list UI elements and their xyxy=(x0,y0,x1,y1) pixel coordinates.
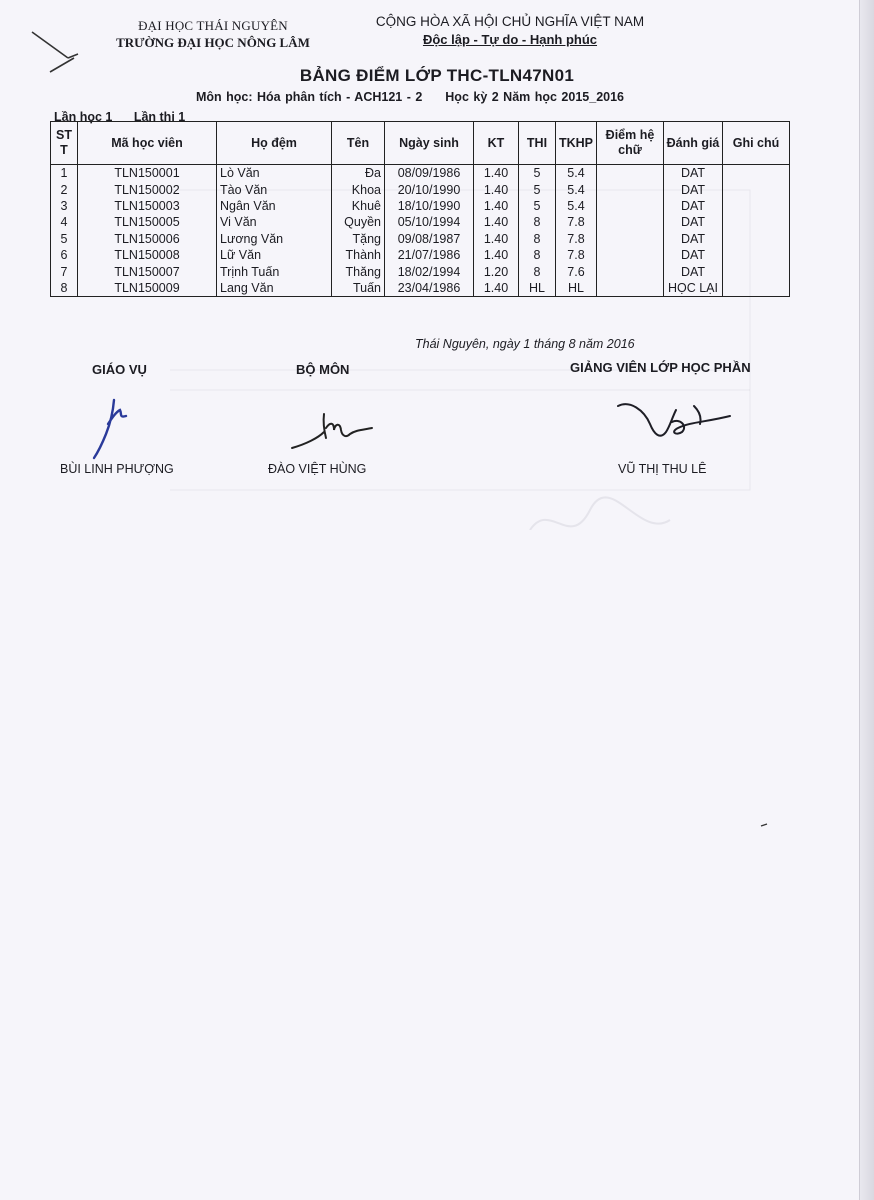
cell-last-name: Lương Văn xyxy=(217,231,332,247)
col-last-name: Họ đệm xyxy=(217,122,332,165)
cell-assessment: DAT xyxy=(664,247,723,263)
cell-thi: HL xyxy=(519,280,556,297)
cell-stt: 1 xyxy=(51,165,78,182)
cell-dob: 08/09/1986 xyxy=(385,165,474,182)
cell-first-name: Khoa xyxy=(332,181,385,197)
cell-last-name: Tào Văn xyxy=(217,181,332,197)
cell-dob: 18/02/1994 xyxy=(385,263,474,279)
cell-thi: 5 xyxy=(519,181,556,197)
cell-dob: 18/10/1990 xyxy=(385,198,474,214)
cell-student-id: TLN150007 xyxy=(78,263,217,279)
cell-kt: 1.40 xyxy=(474,231,519,247)
cell-note xyxy=(723,280,790,297)
table-row xyxy=(51,247,790,263)
signature-giang-vien-icon xyxy=(610,392,740,452)
cell-kt: 1.40 xyxy=(474,280,519,297)
cell-student-id: TLN150002 xyxy=(78,181,217,197)
term-info: Học kỳ 2 Năm học 2015_2016 xyxy=(445,90,624,104)
cell-dob: 21/07/1986 xyxy=(385,247,474,263)
pen-mark-icon xyxy=(760,820,770,830)
cell-thi: 8 xyxy=(519,247,556,263)
table-row xyxy=(51,181,790,197)
cell-stt: 3 xyxy=(51,198,78,214)
cell-note xyxy=(723,247,790,263)
table-row xyxy=(51,198,790,214)
cell-note xyxy=(723,181,790,197)
cell-student-id: TLN150006 xyxy=(78,231,217,247)
cell-last-name: Ngân Văn xyxy=(217,198,332,214)
cell-student-id: TLN150003 xyxy=(78,198,217,214)
cell-kt: 1.20 xyxy=(474,263,519,279)
cell-assessment: HỌC LẠI xyxy=(664,280,723,297)
cell-grade-word xyxy=(597,181,664,197)
role-lecturer: GIẢNG VIÊN LỚP HỌC PHẦN xyxy=(570,360,751,375)
national-header xyxy=(350,13,670,49)
cell-kt: 1.40 xyxy=(474,198,519,214)
cell-assessment: DAT xyxy=(664,214,723,230)
cell-stt: 8 xyxy=(51,280,78,297)
cell-dob: 09/08/1987 xyxy=(385,231,474,247)
signature-bo-mon-icon xyxy=(288,408,378,453)
cell-thi: 5 xyxy=(519,198,556,214)
cell-note xyxy=(723,263,790,279)
cell-assessment: DAT xyxy=(664,165,723,182)
cell-first-name: Khuê xyxy=(332,198,385,214)
cell-tkhp: 5.4 xyxy=(556,165,597,182)
grades-table-body xyxy=(51,165,790,297)
document-title: BẢNG ĐIỂM LỚP THC-TLN47N01 xyxy=(299,66,575,85)
cell-assessment: DAT xyxy=(664,231,723,247)
cell-thi: 8 xyxy=(519,214,556,230)
cell-assessment: DAT xyxy=(664,263,723,279)
table-row xyxy=(51,165,790,182)
cell-last-name: Lò Văn xyxy=(217,165,332,182)
cell-kt: 1.40 xyxy=(474,165,519,182)
cell-student-id: TLN150009 xyxy=(78,280,217,297)
signer-department: ĐÀO VIỆT HÙNG xyxy=(268,462,367,476)
cell-kt: 1.40 xyxy=(474,214,519,230)
cell-grade-word xyxy=(597,280,664,297)
cell-tkhp: HL xyxy=(556,280,597,297)
cell-dob: 20/10/1990 xyxy=(385,181,474,197)
cell-first-name: Thành xyxy=(332,247,385,263)
national-motto: Độc lập - Tự do - Hạnh phúc xyxy=(422,32,598,47)
cell-kt: 1.40 xyxy=(474,181,519,197)
col-grade-word: Điểm hệ chữ xyxy=(597,122,664,165)
table-row xyxy=(51,263,790,279)
cell-dob: 05/10/1994 xyxy=(385,214,474,230)
cell-thi: 8 xyxy=(519,231,556,247)
cell-assessment: DAT xyxy=(664,198,723,214)
signer-lecturer: VŨ THỊ THU LÊ xyxy=(618,462,707,476)
cell-note xyxy=(723,165,790,182)
cell-tkhp: 7.8 xyxy=(556,231,597,247)
cell-thi: 8 xyxy=(519,263,556,279)
page-edge xyxy=(859,0,874,1200)
cell-student-id: TLN150008 xyxy=(78,247,217,263)
signer-academic-affairs: BÙI LINH PHƯỢNG xyxy=(60,462,174,476)
cell-grade-word xyxy=(597,263,664,279)
cell-note xyxy=(723,231,790,247)
table-row xyxy=(51,214,790,230)
cell-last-name: Trịnh Tuấn xyxy=(217,263,332,279)
institution-header xyxy=(88,17,338,51)
cell-stt: 7 xyxy=(51,263,78,279)
role-department: BỘ MÔN xyxy=(296,362,350,377)
cell-first-name: Đa xyxy=(332,165,385,182)
cell-first-name: Tuấn xyxy=(332,280,385,297)
cell-first-name: Tặng xyxy=(332,231,385,247)
signature-giao-vu-icon xyxy=(86,394,136,464)
cell-last-name: Lữ Văn xyxy=(217,247,332,263)
cell-first-name: Thăng xyxy=(332,263,385,279)
exam-attempt: Lần thi 1 xyxy=(133,110,186,124)
cell-tkhp: 7.6 xyxy=(556,263,597,279)
table-row xyxy=(51,231,790,247)
cell-stt: 5 xyxy=(51,231,78,247)
cell-assessment: DAT xyxy=(664,181,723,197)
col-first-name: Tên xyxy=(332,122,385,165)
col-tkhp: TKHP xyxy=(556,122,597,165)
cell-dob: 23/04/1986 xyxy=(385,280,474,297)
cell-stt: 4 xyxy=(51,214,78,230)
cell-grade-word xyxy=(597,214,664,230)
table-row xyxy=(51,280,790,297)
table-header-row xyxy=(51,122,790,165)
col-dob: Ngày sinh xyxy=(385,122,474,165)
col-stt: ST T xyxy=(51,122,78,165)
cell-tkhp: 7.8 xyxy=(556,247,597,263)
cell-last-name: Lang Văn xyxy=(217,280,332,297)
cell-thi: 5 xyxy=(519,165,556,182)
cell-tkhp: 5.4 xyxy=(556,198,597,214)
school-name: TRƯỜNG ĐẠI HỌC NÔNG LÂM xyxy=(116,35,310,50)
role-academic-affairs: GIÁO VỤ xyxy=(92,362,147,377)
cell-stt: 6 xyxy=(51,247,78,263)
cell-grade-word xyxy=(597,247,664,263)
cell-stt: 2 xyxy=(51,181,78,197)
cell-last-name: Vi Văn xyxy=(217,214,332,230)
cell-note xyxy=(723,214,790,230)
cell-grade-word xyxy=(597,198,664,214)
cell-student-id: TLN150001 xyxy=(78,165,217,182)
subject-name: Môn học: Hóa phân tích - ACH121 - 2 xyxy=(196,90,423,104)
university-name: ĐẠI HỌC THÁI NGUYÊN xyxy=(138,18,288,33)
cell-kt: 1.40 xyxy=(474,247,519,263)
grades-table xyxy=(50,121,790,297)
col-thi: THI xyxy=(519,122,556,165)
cell-grade-word xyxy=(597,231,664,247)
subject-line xyxy=(196,90,624,104)
col-kt: KT xyxy=(474,122,519,165)
cell-tkhp: 7.8 xyxy=(556,214,597,230)
cell-student-id: TLN150005 xyxy=(78,214,217,230)
date-line: Thái Nguyên, ngày 1 tháng 8 năm 2016 xyxy=(415,337,635,351)
cell-first-name: Quyền xyxy=(332,214,385,230)
cell-grade-word xyxy=(597,165,664,182)
cell-tkhp: 5.4 xyxy=(556,181,597,197)
col-note: Ghi chú xyxy=(723,122,790,165)
study-attempt: Lần học 1 xyxy=(54,110,113,124)
country-name: CỘNG HÒA XÃ HỘI CHỦ NGHĨA VIỆT NAM xyxy=(375,14,645,29)
col-assessment: Đánh giá xyxy=(664,122,723,165)
col-student-id: Mã học viên xyxy=(78,122,217,165)
cell-note xyxy=(723,198,790,214)
